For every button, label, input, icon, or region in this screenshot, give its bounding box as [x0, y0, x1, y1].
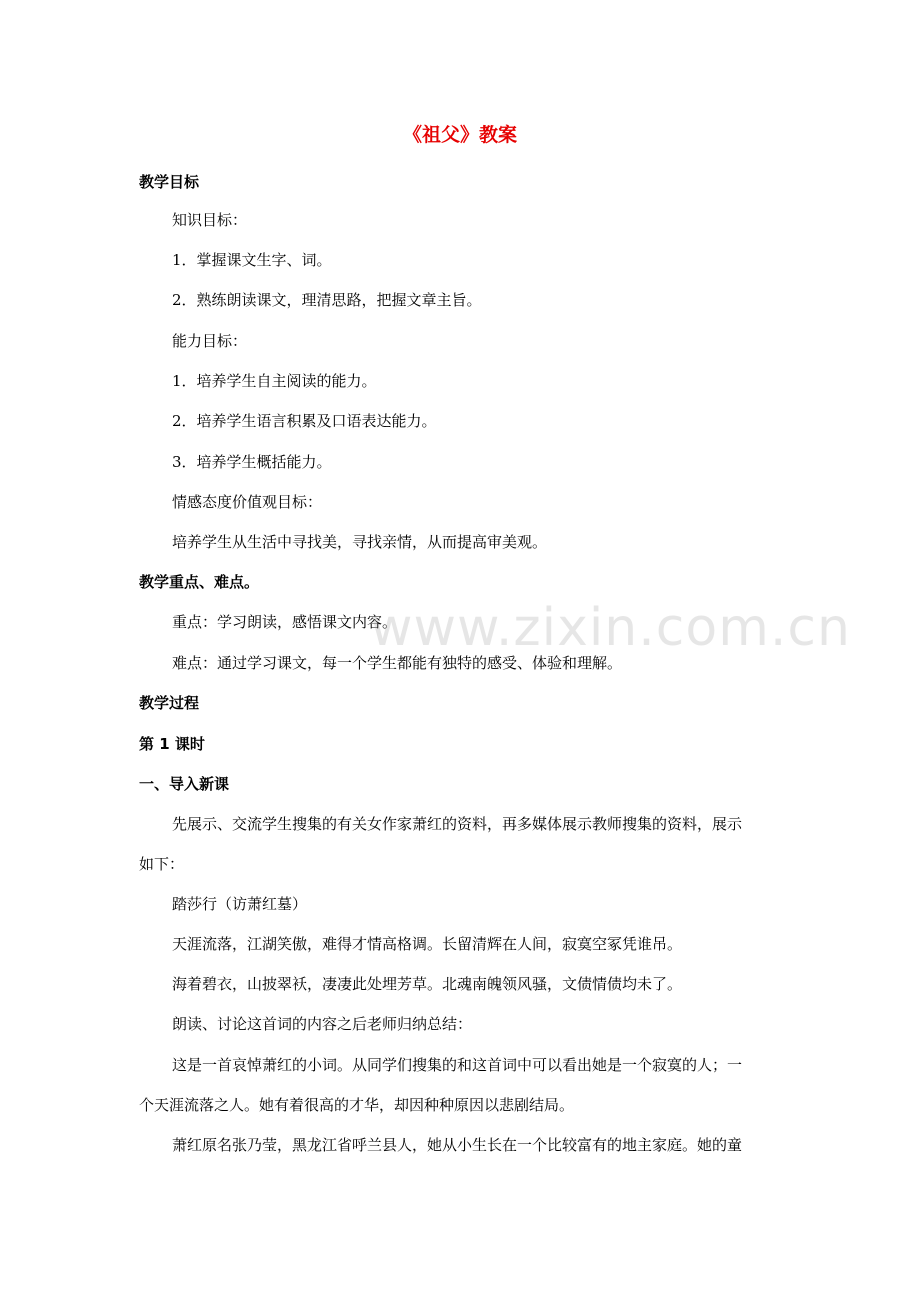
poem-title: 踏莎行（访萧红墓）	[172, 895, 308, 913]
poem-line-1: 天涯流落，江湖笑傲，难得才情高格调。长留清辉在人间，寂寞空冢凭谁吊。	[172, 935, 683, 953]
knowledge-item-2: 2．熟练朗读课文，理清思路，把握文章主旨。	[172, 291, 482, 309]
heading-lesson-1: 第 1 课时	[139, 735, 205, 753]
summary-line-1: 这是一首哀悼萧红的小词。从同学们搜集的和这首词中可以看出她是一个寂寞的人；一	[172, 1056, 743, 1074]
emotion-item-1: 培养学生从生活中寻找美，寻找亲情，从而提高审美观。	[172, 533, 548, 551]
heading-objectives: 教学目标	[139, 173, 200, 191]
difficult-point: 难点：通过学习课文，每一个学生都能有独特的感受、体验和理解。	[172, 654, 623, 672]
document-title: 《祖父》教案	[402, 124, 517, 146]
emotion-goal-label: 情感态度价值观目标：	[172, 493, 323, 511]
ability-item-1: 1．培养学生自主阅读的能力。	[172, 372, 377, 390]
key-point: 重点：学习朗读，感悟课文内容。	[172, 613, 398, 631]
heading-process: 教学过程	[139, 694, 200, 712]
ability-item-2: 2．培养学生语言积累及口语表达能力。	[172, 412, 437, 430]
intro-paragraph-line-2: 如下：	[139, 855, 185, 873]
heading-part-1: 一、导入新课	[139, 775, 230, 793]
knowledge-item-1: 1．掌握课文生字、词。	[172, 251, 332, 269]
watermark-text: www.zixin.com.cn	[370, 598, 851, 658]
ability-item-3: 3．培养学生概括能力。	[172, 453, 332, 471]
summary-intro: 朗读、讨论这首词的内容之后老师归纳总结：	[172, 1015, 473, 1033]
poem-line-2: 海着碧衣，山披翠袄，凄凄此处埋芳草。北魂南魄领风骚，文债情债均未了。	[172, 975, 683, 993]
intro-paragraph-line-1: 先展示、交流学生搜集的有关女作家萧红的资料，再多媒体展示教师搜集的资料，展示	[172, 815, 743, 833]
knowledge-goal-label: 知识目标：	[172, 211, 248, 229]
summary-line-2: 个天涯流落之人。她有着很高的才华，却因种种原因以悲剧结局。	[139, 1096, 575, 1114]
heading-key-points: 教学重点、难点。	[139, 573, 260, 591]
bio-line-1: 萧红原名张乃莹，黑龙江省呼兰县人，她从小生长在一个比较富有的地主家庭。她的童	[172, 1136, 743, 1154]
ability-goal-label: 能力目标：	[172, 332, 248, 350]
